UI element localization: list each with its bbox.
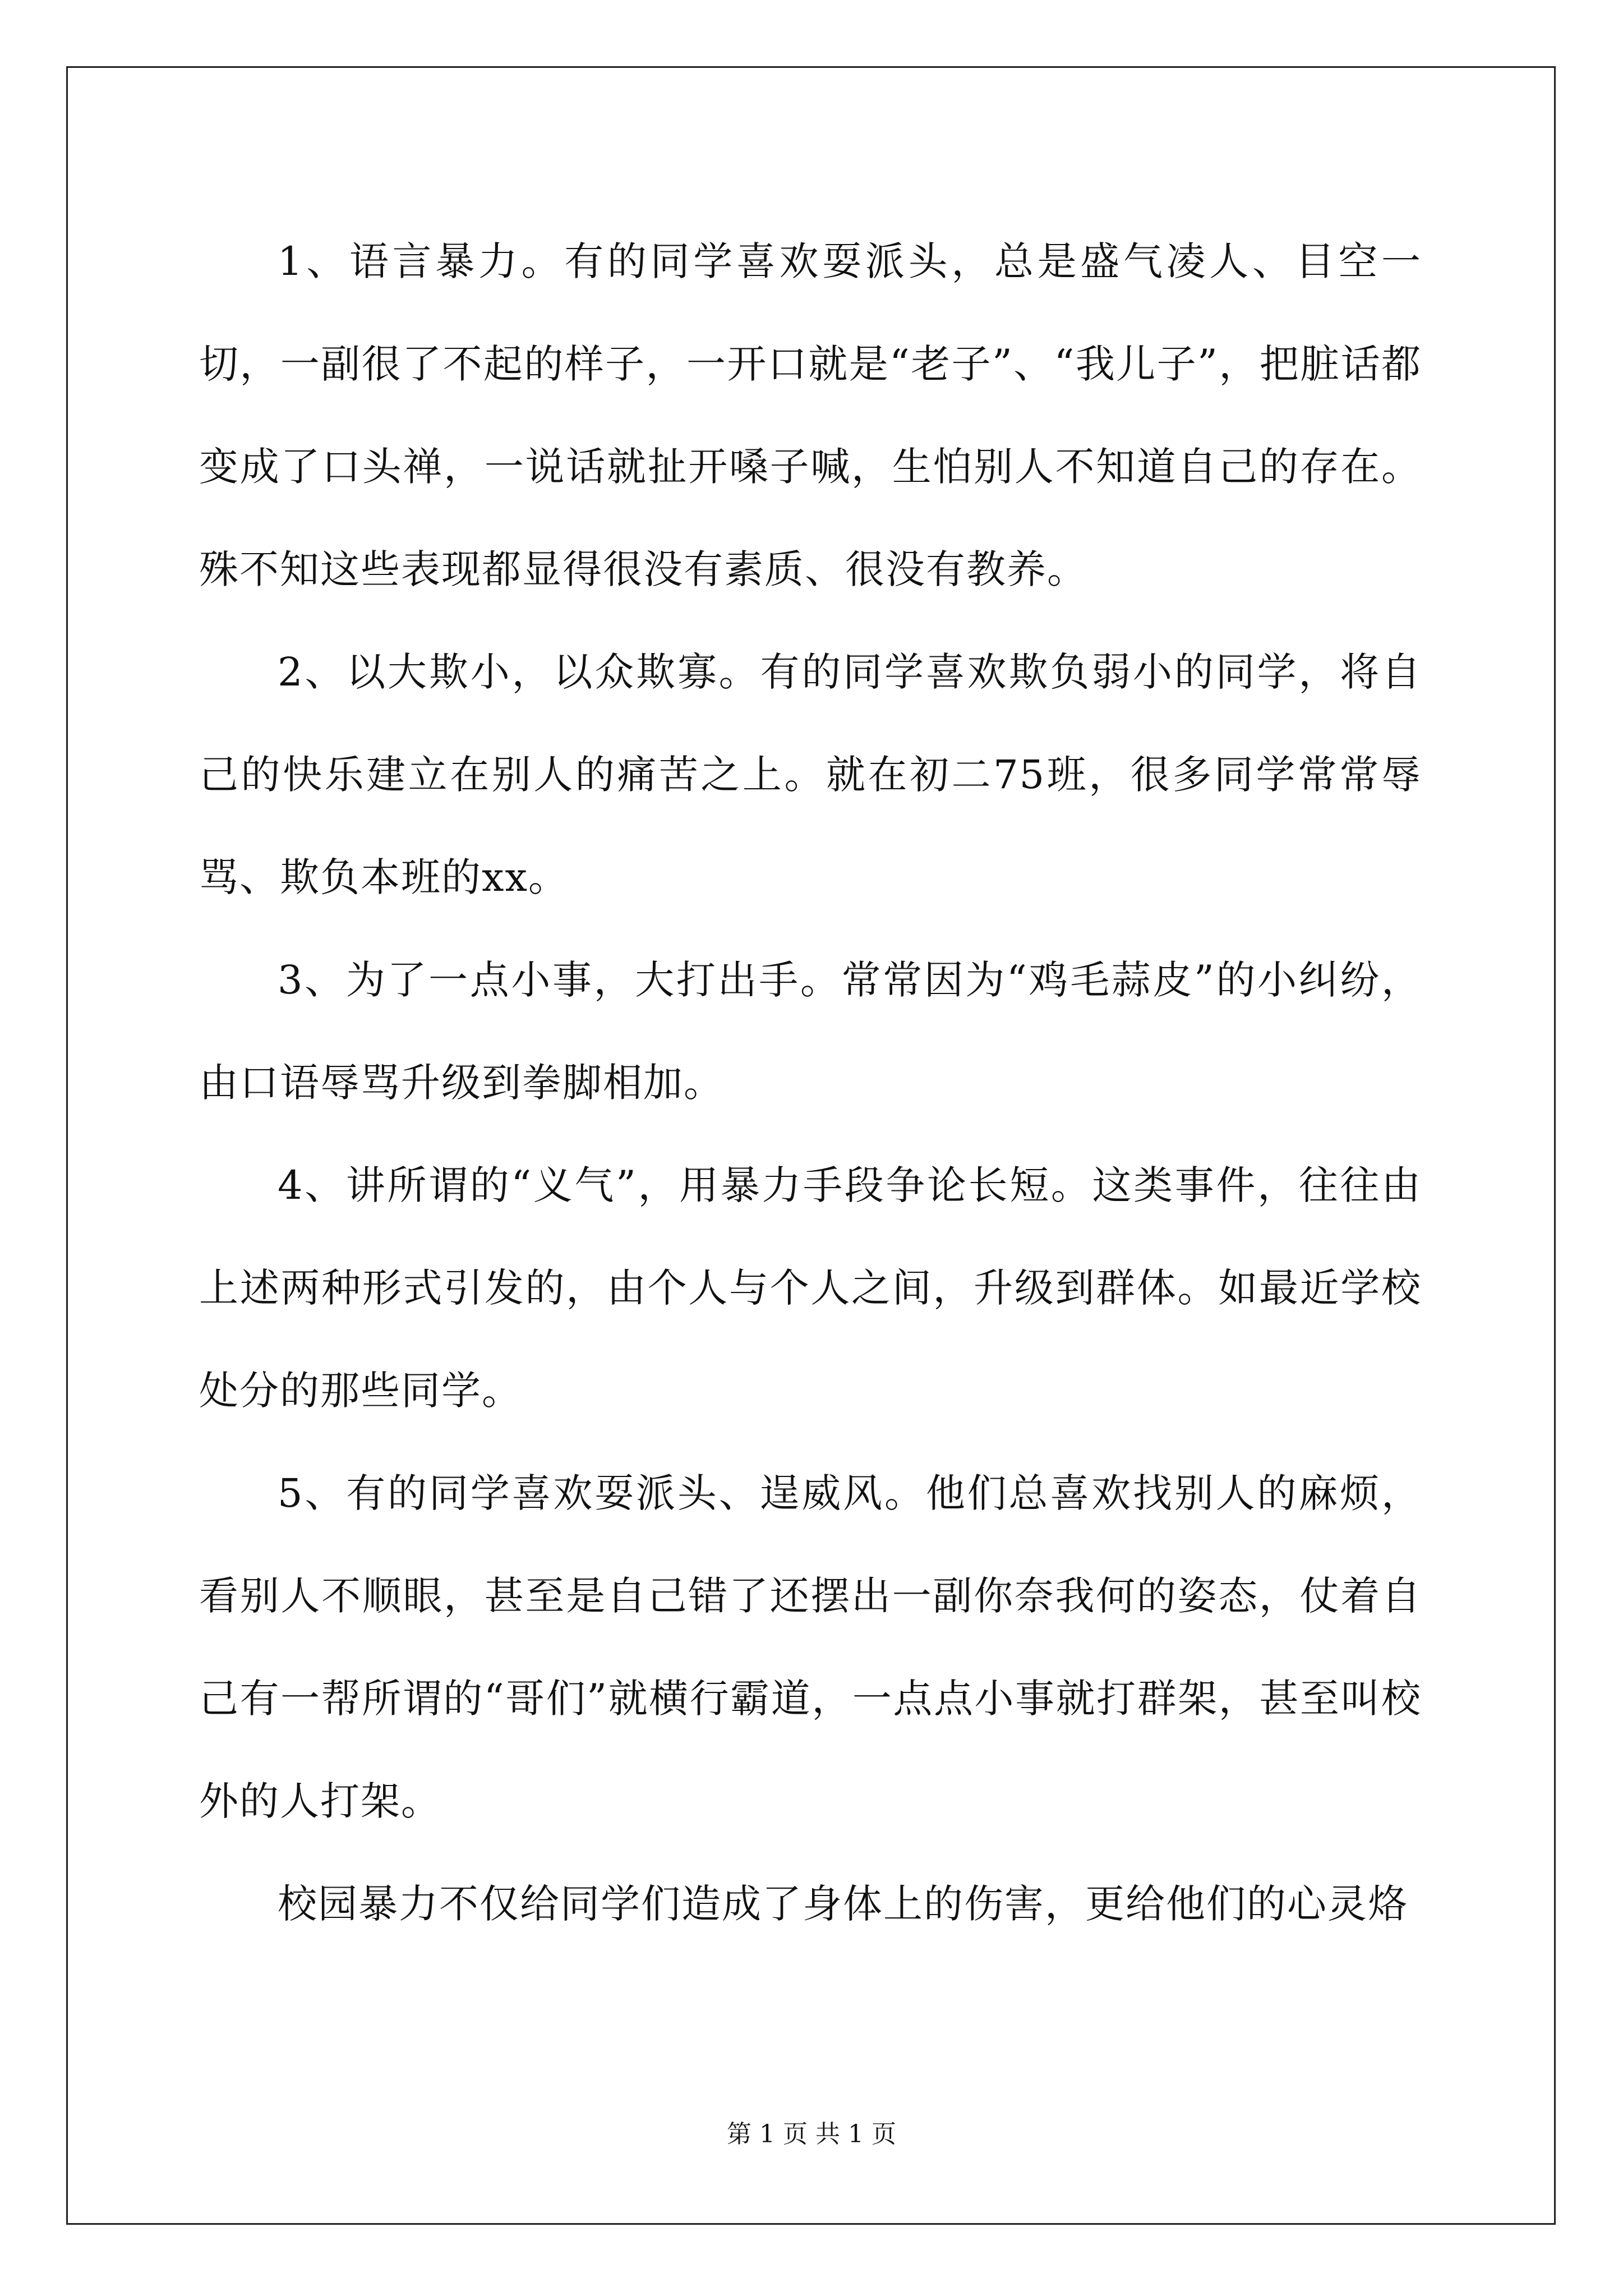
- paragraph-5: 5、有的同学喜欢耍派头、逞威风。他们总喜欢找别人的麻烦，看别人不顺眼，甚至是自己错了还摆出一副你奈我何的姿态，仗着自己有一帮所谓的“哥们”就横行霸道，一点点小事就打群架，甚至叫校外的人打架。: [199, 1470, 1422, 1824]
- paragraph-3: 3、为了一点小事，大打出手。常常因为“鸡毛蒜皮”的小纠纷，由口语辱骂升级到拳脚相加。: [199, 957, 1422, 1106]
- paragraph-4: 4、讲所谓的“义气”，用暴力手段争论长短。这类事件，往往由上述两种形式引发的，由个人与个人之间，升级到群体。如最近学校处分的那些同学。: [199, 1162, 1422, 1414]
- paragraph-1: 1、语言暴力。有的同学喜欢耍派头，总是盛气凌人、目空一切，一副很了不起的样子，一开口就是“老子”、“我儿子”，把脏话都变成了口头禅，一说话就扯开嗓子喊，生怕别人不知道自己的存在。殊不知这些表现都显得很没有素质、很没有教养。: [199, 238, 1422, 592]
- document-body: [199, 210, 1422, 1955]
- page-number-footer: 第 1 页 共 1 页: [727, 2120, 896, 2148]
- paragraph-6: 校园暴力不仅给同学们造成了身体上的伤害，更给他们的心灵烙: [278, 1881, 1408, 1927]
- paragraph-2: 2、以大欺小，以众欺寡。有的同学喜欢欺负弱小的同学，将自己的快乐建立在别人的痛苦之上。就在初二75班，很多同学常常辱骂、欺负本班的xx。: [199, 649, 1422, 900]
